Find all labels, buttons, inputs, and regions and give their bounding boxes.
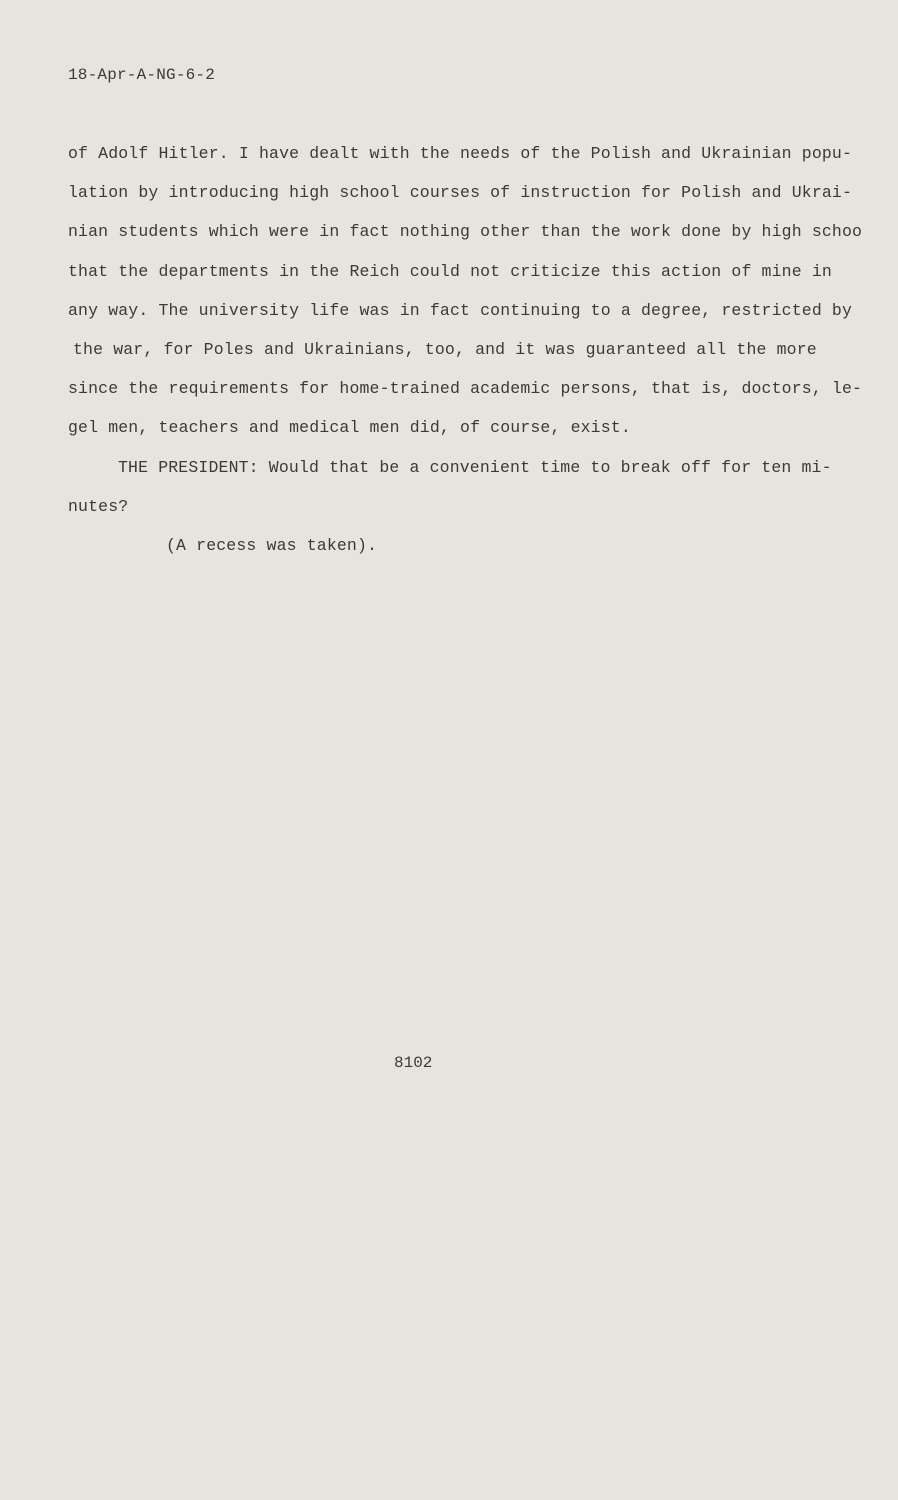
text-line: any way. The university life was in fact continuing to a degree, restricted by: [68, 300, 853, 320]
text-line: of Adolf Hitler. I have dealt with the needs of the Polish and Ukrainian popu-: [68, 144, 853, 163]
text-line: nian students which were in fact nothing other than the work done by high schoo: [68, 222, 863, 242]
text-line: since the requirements for home-trained academic persons, that is, doctors, le-: [68, 379, 863, 399]
text-line: lation by introducing high school courses of instruction for Polish and Ukrai-: [68, 183, 853, 203]
text-line: nutes?: [68, 496, 129, 516]
page-number: 8102: [394, 1054, 433, 1072]
speaker-line: THE PRESIDENT: Would that be a convenient time to break off for ten mi-: [118, 457, 832, 477]
text-line: that the departments in the Reich could not criticize this action of mine in: [68, 261, 832, 281]
document-reference: 18-Apr-A-NG-6-2: [68, 66, 216, 84]
text-line: gel men, teachers and medical men did, of course, exist.: [68, 418, 631, 438]
recess-note: (A recess was taken).: [166, 535, 378, 555]
transcript-body: [68, 140, 863, 571]
text-line: the war, for Poles and Ukrainians, too, and it was guaranteed all the more: [73, 339, 817, 359]
